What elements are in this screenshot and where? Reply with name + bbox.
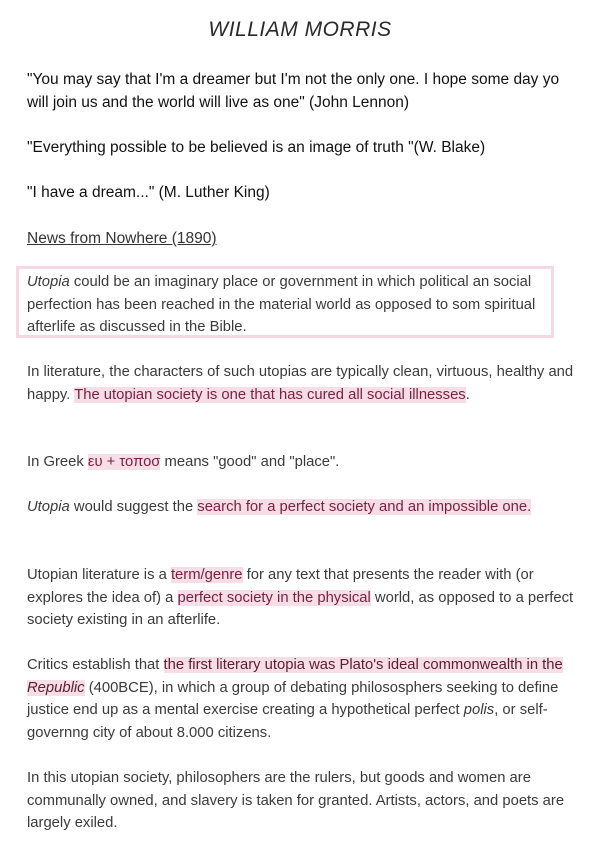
paragraph-society: In this utopian society, philosophers are the rulers, but goods and women are communally owned, and slavery is taken for granted. Artists, actors, and poets are largely exiled. [27,770,565,831]
quote-blake: "Everything possible to be believed is an image of truth "(W. Blake) [27,139,486,156]
highlighted-text: The utopian society is one that has cured all social illnesses [74,386,466,403]
page-title: WILLIAM MORRIS [208,18,392,41]
text-segment: would suggest the [69,499,198,515]
text-segment: In literature, the characters of such utopias are typically clean, virtuous, healthy and happy. [27,364,574,403]
paragraph-plato [27,654,575,744]
text-segment: for any text that presents the reader with (or explores the idea of) a [27,567,534,606]
paragraph-literature [27,361,575,406]
text-segment: (400BCE), in which a group of debating philososphers seeking to define justice end up as a mental exercise creating a hypothetical perfect [27,679,559,718]
paragraph-utopia-search [27,496,575,519]
quote-king: "I have a dream..." (M. Luther King) [27,184,270,201]
highlighted-text: term/genre [170,567,243,583]
utopia-term: Utopia [27,274,70,290]
text-segment: In Greek [27,454,88,470]
text-segment: . [465,386,470,403]
section-heading: News from Nowhere (1890) [27,230,217,247]
paragraph-utopia-definition [27,271,575,339]
text-segment: means "good" and "place". [160,454,340,470]
text-segment: Critics establish that [27,657,164,673]
text-segment: world, as opposed to a perfect society existing in an afterlife. [27,589,574,628]
highlighted-text: perfect society in the physical [177,589,371,606]
definition-text: could be an imaginary place or government in which political an social perfection has been reached in the material world as opposed to som spiritual afterlife as discussed in the Bible. [27,274,536,335]
polis-term: polis [463,702,495,718]
greek-words: ευ + τοποσ [87,454,161,470]
utopia-term: Utopia [27,499,70,515]
highlighted-text: the first literary utopia was Plato's ideal commonwealth in the [163,657,563,673]
quote-lennon: "You may say that I'm a dreamer but I'm not the only one. I hope some day yo will join us and the world will live as one" (John Lennon) [27,71,560,111]
paragraph-utopian-literature [27,564,575,632]
highlighted-text: search for a perfect society and an impossible one. [197,499,532,515]
paragraph-greek [27,451,575,474]
republic-title: Republic [27,679,85,696]
text-segment: Utopian literature is a [27,567,171,583]
text-segment: , or self-governng city of about 8.000 citizens. [27,702,548,741]
